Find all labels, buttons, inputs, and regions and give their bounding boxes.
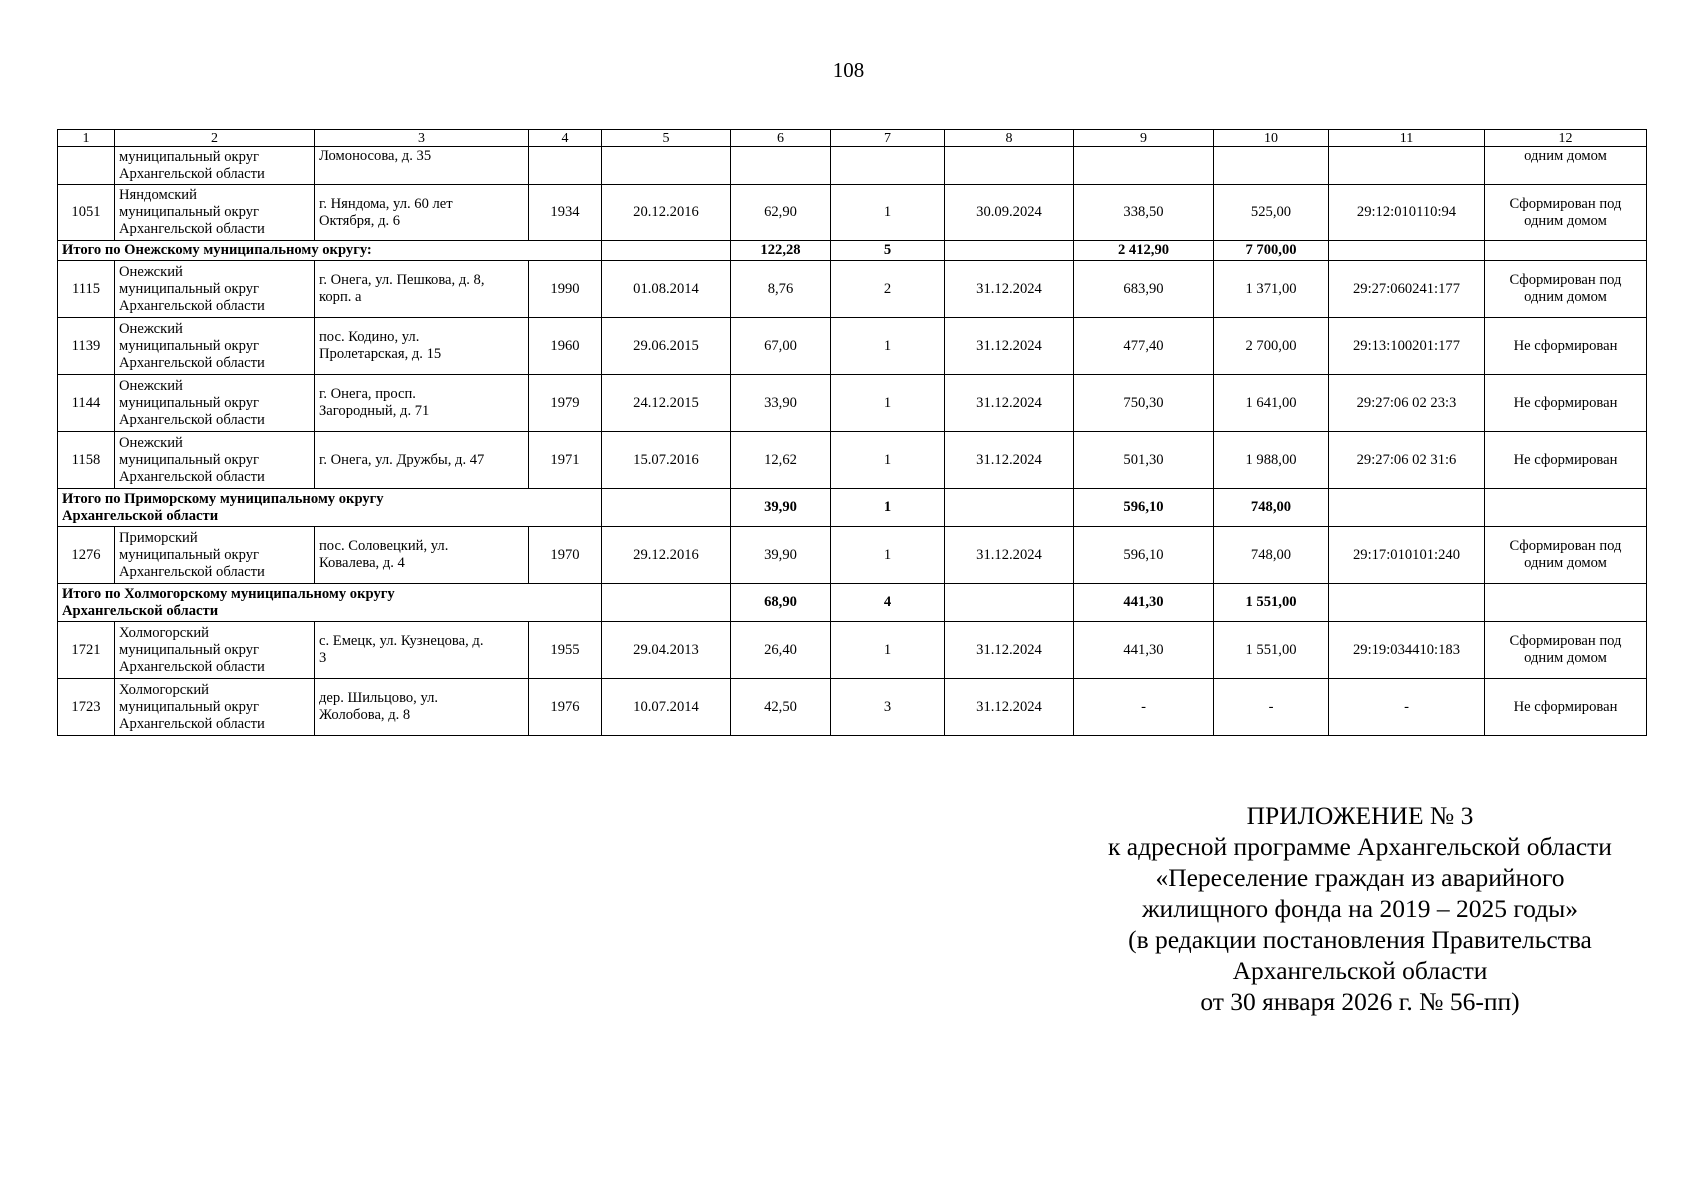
column-number: 2 <box>115 130 315 147</box>
column-number: 8 <box>945 130 1074 147</box>
status-cell: Сформирован под одним домом <box>1485 185 1647 241</box>
appendix-line: от 30 января 2026 г. № 56-пп) <box>1200 987 1520 1016</box>
value9-cell: 477,40 <box>1074 318 1214 375</box>
subtotal-area: 68,90 <box>731 584 831 622</box>
cadastral-cell: 29:27:06 02 31:6 <box>1329 432 1485 489</box>
column-number: 10 <box>1214 130 1329 147</box>
date-cell: 20.12.2016 <box>602 185 731 241</box>
table-row <box>58 679 1647 736</box>
row-number-cell: 1276 <box>58 527 115 584</box>
year-cell: 1934 <box>529 185 602 241</box>
column-number: 11 <box>1329 130 1485 147</box>
subtotal-row <box>58 489 1647 527</box>
empty-cell <box>1485 241 1647 261</box>
empty-cell <box>1329 241 1485 261</box>
table-row <box>58 185 1647 241</box>
address-cell: дер. Шильцово, ул. Жолобова, д. 8 <box>315 679 529 736</box>
residents-cell: 1 <box>831 622 945 679</box>
residents-cell: 3 <box>831 679 945 736</box>
value9-cell: 596,10 <box>1074 527 1214 584</box>
value10-cell: 2 700,00 <box>1214 318 1329 375</box>
subtotal-row <box>58 241 1647 261</box>
value10-cell: 525,00 <box>1214 185 1329 241</box>
subtotal-value10: 1 551,00 <box>1214 584 1329 622</box>
appendix-line: жилищного фонда на 2019 – 2025 годы» <box>1141 894 1579 923</box>
subtotal-residents: 5 <box>831 241 945 261</box>
empty-cell <box>1074 147 1214 185</box>
residents-cell: 2 <box>831 261 945 318</box>
row-number-cell: 1721 <box>58 622 115 679</box>
subtotal-value9: 596,10 <box>1074 489 1214 527</box>
row-number-cell <box>58 147 115 185</box>
column-number: 7 <box>831 130 945 147</box>
district-cell: Холмогорский муниципальный округ Архангельской области <box>115 622 315 679</box>
address-cell: пос. Кодино, ул. Пролетарская, д. 15 <box>315 318 529 375</box>
address-cell: г. Няндома, ул. 60 лет Октября, д. 6 <box>315 185 529 241</box>
deadline-cell: 31.12.2024 <box>945 432 1074 489</box>
year-cell: 1960 <box>529 318 602 375</box>
subtotal-value9: 2 412,90 <box>1074 241 1214 261</box>
year-cell: 1955 <box>529 622 602 679</box>
row-number-cell: 1723 <box>58 679 115 736</box>
subtotal-label: Итого по Приморскому муниципальному округу Архангельской области <box>58 489 602 527</box>
cadastral-cell: 29:17:010101:240 <box>1329 527 1485 584</box>
deadline-cell: 31.12.2024 <box>945 527 1074 584</box>
deadline-cell: 31.12.2024 <box>945 375 1074 432</box>
status-cell: Не сформирован <box>1485 375 1647 432</box>
value9-cell: 338,50 <box>1074 185 1214 241</box>
district-cell: Приморский муниципальный округ Архангельской области <box>115 527 315 584</box>
address-cell: с. Емецк, ул. Кузнецова, д. 3 <box>315 622 529 679</box>
row-number-cell: 1115 <box>58 261 115 318</box>
page-number: 108 <box>832 58 865 82</box>
deadline-cell: 30.09.2024 <box>945 185 1074 241</box>
status-cell: Сформирован под одним домом <box>1485 527 1647 584</box>
table-row <box>58 147 1647 185</box>
district-cell: Няндомский муниципальный округ Архангельской области <box>115 185 315 241</box>
year-cell: 1990 <box>529 261 602 318</box>
row-number-cell: 1051 <box>58 185 115 241</box>
value10-cell: - <box>1214 679 1329 736</box>
area-cell: 62,90 <box>731 185 831 241</box>
empty-cell <box>602 241 731 261</box>
empty-cell <box>945 241 1074 261</box>
area-cell: 8,76 <box>731 261 831 318</box>
district-cell: Онежский муниципальный округ Архангельской области <box>115 432 315 489</box>
column-number: 1 <box>58 130 115 147</box>
value9-cell: 683,90 <box>1074 261 1214 318</box>
year-cell: 1979 <box>529 375 602 432</box>
empty-cell <box>831 147 945 185</box>
empty-cell <box>945 147 1074 185</box>
empty-cell <box>1485 489 1647 527</box>
area-cell: 26,40 <box>731 622 831 679</box>
area-cell: 39,90 <box>731 527 831 584</box>
table-row <box>58 527 1647 584</box>
table-row <box>58 261 1647 318</box>
row-number-cell: 1139 <box>58 318 115 375</box>
row-number-cell: 1158 <box>58 432 115 489</box>
date-cell: 29.04.2013 <box>602 622 731 679</box>
district-cell: муниципальный округ Архангельской области <box>115 147 315 185</box>
empty-cell <box>945 489 1074 527</box>
subtotal-value10: 748,00 <box>1214 489 1329 527</box>
value9-cell: 501,30 <box>1074 432 1214 489</box>
residents-cell: 1 <box>831 432 945 489</box>
empty-cell <box>1485 584 1647 622</box>
empty-cell <box>1329 584 1485 622</box>
subtotal-area: 122,28 <box>731 241 831 261</box>
table-row <box>58 432 1647 489</box>
subtotal-value10: 7 700,00 <box>1214 241 1329 261</box>
date-cell: 24.12.2015 <box>602 375 731 432</box>
residents-cell: 1 <box>831 375 945 432</box>
area-cell: 42,50 <box>731 679 831 736</box>
deadline-cell: 31.12.2024 <box>945 318 1074 375</box>
table-row <box>58 375 1647 432</box>
district-cell: Онежский муниципальный округ Архангельской области <box>115 318 315 375</box>
status-cell: Сформирован под одним домом <box>1485 622 1647 679</box>
year-cell: 1971 <box>529 432 602 489</box>
empty-cell <box>602 489 731 527</box>
address-cell: г. Онега, ул. Дружбы, д. 47 <box>315 432 529 489</box>
column-number: 4 <box>529 130 602 147</box>
year-cell: 1976 <box>529 679 602 736</box>
appendix-heading <box>1060 800 1660 1017</box>
deadline-cell: 31.12.2024 <box>945 679 1074 736</box>
cadastral-cell: 29:19:034410:183 <box>1329 622 1485 679</box>
empty-cell <box>945 584 1074 622</box>
status-cell: Сформирован под одним домом <box>1485 261 1647 318</box>
subtotal-label: Итого по Холмогорскому муниципальному округу Архангельской области <box>58 584 602 622</box>
date-cell: 29.06.2015 <box>602 318 731 375</box>
residents-cell: 1 <box>831 318 945 375</box>
empty-cell <box>731 147 831 185</box>
address-cell: г. Онега, просп. Загородный, д. 71 <box>315 375 529 432</box>
value10-cell: 748,00 <box>1214 527 1329 584</box>
subtotal-label: Итого по Онежскому муниципальному округу: <box>58 241 602 261</box>
value10-cell: 1 371,00 <box>1214 261 1329 318</box>
cadastral-cell: 29:27:06 02 23:3 <box>1329 375 1485 432</box>
address-cell: г. Онега, ул. Пешкова, д. 8, корп. а <box>315 261 529 318</box>
subtotal-area: 39,90 <box>731 489 831 527</box>
empty-cell <box>529 147 602 185</box>
district-cell: Онежский муниципальный округ Архангельской области <box>115 375 315 432</box>
status-cell: Не сформирован <box>1485 679 1647 736</box>
area-cell: 67,00 <box>731 318 831 375</box>
year-cell: 1970 <box>529 527 602 584</box>
date-cell: 29.12.2016 <box>602 527 731 584</box>
subtotal-residents: 1 <box>831 489 945 527</box>
residents-cell: 1 <box>831 527 945 584</box>
table-row <box>58 622 1647 679</box>
empty-cell <box>1329 147 1485 185</box>
table-row <box>58 318 1647 375</box>
appendix-line: Архангельской области <box>1232 956 1488 985</box>
area-cell: 33,90 <box>731 375 831 432</box>
address-cell: пос. Соловецкий, ул. Ковалева, д. 4 <box>315 527 529 584</box>
status-cell: Не сформирован <box>1485 432 1647 489</box>
subtotal-row <box>58 584 1647 622</box>
district-cell: Холмогорский муниципальный округ Архангельской области <box>115 679 315 736</box>
empty-cell <box>1214 147 1329 185</box>
deadline-cell: 31.12.2024 <box>945 261 1074 318</box>
empty-cell <box>602 147 731 185</box>
column-number-row <box>58 130 1647 147</box>
empty-cell <box>602 584 731 622</box>
value9-cell: - <box>1074 679 1214 736</box>
area-cell: 12,62 <box>731 432 831 489</box>
value9-cell: 441,30 <box>1074 622 1214 679</box>
value10-cell: 1 641,00 <box>1214 375 1329 432</box>
appendix-line: к адресной программе Архангельской области <box>1108 832 1612 861</box>
date-cell: 15.07.2016 <box>602 432 731 489</box>
deadline-cell: 31.12.2024 <box>945 622 1074 679</box>
cadastral-cell: 29:12:010110:94 <box>1329 185 1485 241</box>
housing-table <box>57 129 1647 736</box>
date-cell: 01.08.2014 <box>602 261 731 318</box>
date-cell: 10.07.2014 <box>602 679 731 736</box>
subtotal-value9: 441,30 <box>1074 584 1214 622</box>
column-number: 5 <box>602 130 731 147</box>
status-cell: одним домом <box>1485 147 1647 185</box>
appendix-line: «Переселение граждан из аварийного <box>1155 863 1565 892</box>
cadastral-cell: 29:13:100201:177 <box>1329 318 1485 375</box>
residents-cell: 1 <box>831 185 945 241</box>
value10-cell: 1 988,00 <box>1214 432 1329 489</box>
column-number: 6 <box>731 130 831 147</box>
appendix-title: ПРИЛОЖЕНИЕ № 3 <box>1246 801 1474 830</box>
empty-cell <box>1329 489 1485 527</box>
district-cell: Онежский муниципальный округ Архангельской области <box>115 261 315 318</box>
cadastral-cell: - <box>1329 679 1485 736</box>
status-cell: Не сформирован <box>1485 318 1647 375</box>
column-number: 3 <box>315 130 529 147</box>
row-number-cell: 1144 <box>58 375 115 432</box>
address-cell: Ломоносова, д. 35 <box>315 147 529 185</box>
subtotal-residents: 4 <box>831 584 945 622</box>
column-number: 9 <box>1074 130 1214 147</box>
value9-cell: 750,30 <box>1074 375 1214 432</box>
cadastral-cell: 29:27:060241:177 <box>1329 261 1485 318</box>
value10-cell: 1 551,00 <box>1214 622 1329 679</box>
column-number: 12 <box>1485 130 1647 147</box>
appendix-line: (в редакции постановления Правительства <box>1128 925 1592 954</box>
